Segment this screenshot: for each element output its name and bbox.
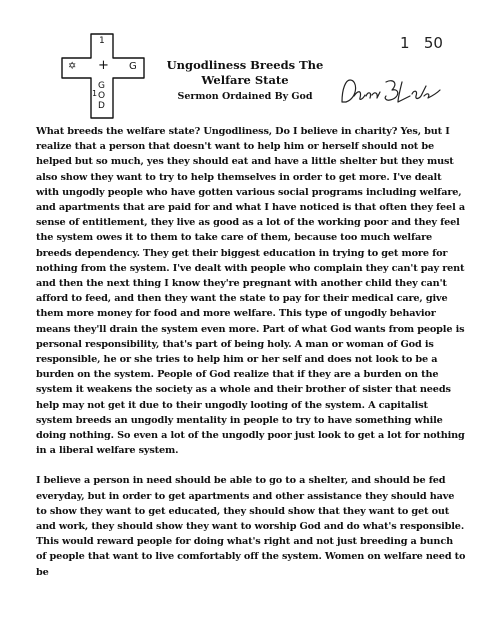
title-line-1: Ungodliness Breeds The	[166, 58, 324, 72]
handwritten-signature	[336, 74, 446, 110]
handwritten-margin-note: 1 50	[400, 34, 443, 52]
sermon-body	[36, 124, 466, 580]
document-header	[160, 58, 330, 104]
cross-center-mark: +	[98, 58, 109, 73]
cross-letter-g: G	[98, 81, 105, 91]
star-of-david-icon: ✡	[68, 61, 77, 72]
cross-letter-d: D	[98, 101, 105, 111]
paragraph-1: What breeds the welfare state? Ungodliness, Do I believe in charity? Yes, but I realize that a person that doesn't want to help him or herself should not be helped but so much, yes they should eat and have a little shelter but they must also show they want to try to help themselves in order to get more. I've dealt with ungodly people who have gotten various social programs including welfare, and apartments that are paid for and what I have noticed is that often they feel a sense of entitlement, they live as good as a lot of the working poor and they feel the system owes it to them to take care of them, because too much welfare breeds dependency. They get their biggest education in trying to get more for nothing from the system. I've dealt with people who complain they can't pay rent and then the next thing I know they're pregnant with another child they can't afford to feed, and then they want the state to pay for their medical care, give them more money for food and more welfare. This type of ungodly behavior means they'll drain the system even more. Part of what God wants from people is personal responsibility, that's part of being holy. A man or woman of God is responsible, he or she tries to help him or her self and does not look to be a burden on the system. People of God realize that if they are a burden on the system it weakens the society as a whole and their brother of sister that needs help may not get it due to their ungodly looting of the system. A capitalist system breeds an ungodly mentality in people to try to have something while doing nothing. So even a lot of the ungodly poor just look to get a lot for nothing in a liberal welfare system.	[36, 126, 465, 457]
title-line-2: Welfare State	[201, 73, 289, 87]
cross-letter-o: O	[98, 91, 106, 101]
paragraph-2: I believe a person in need should be able to go to a shelter, and should be fed everyday, but in order to get apartments and other assistance they should have to show they want to get educated, they should show that they want to get out and work, they should show they want to worship God and do what's responsible. This would reward people for doing what's right and not just breeding a bunch of people that want to live comfortably off the system. Women on welfare need to be	[36, 475, 466, 578]
subtitle: Sermon Ordained By God	[177, 91, 313, 102]
cross-right-mark: G	[129, 61, 137, 72]
cross-side-mark: 1	[92, 89, 98, 98]
cross-top-mark: 1	[99, 36, 105, 46]
hand-drawn-cross-icon	[58, 30, 148, 122]
